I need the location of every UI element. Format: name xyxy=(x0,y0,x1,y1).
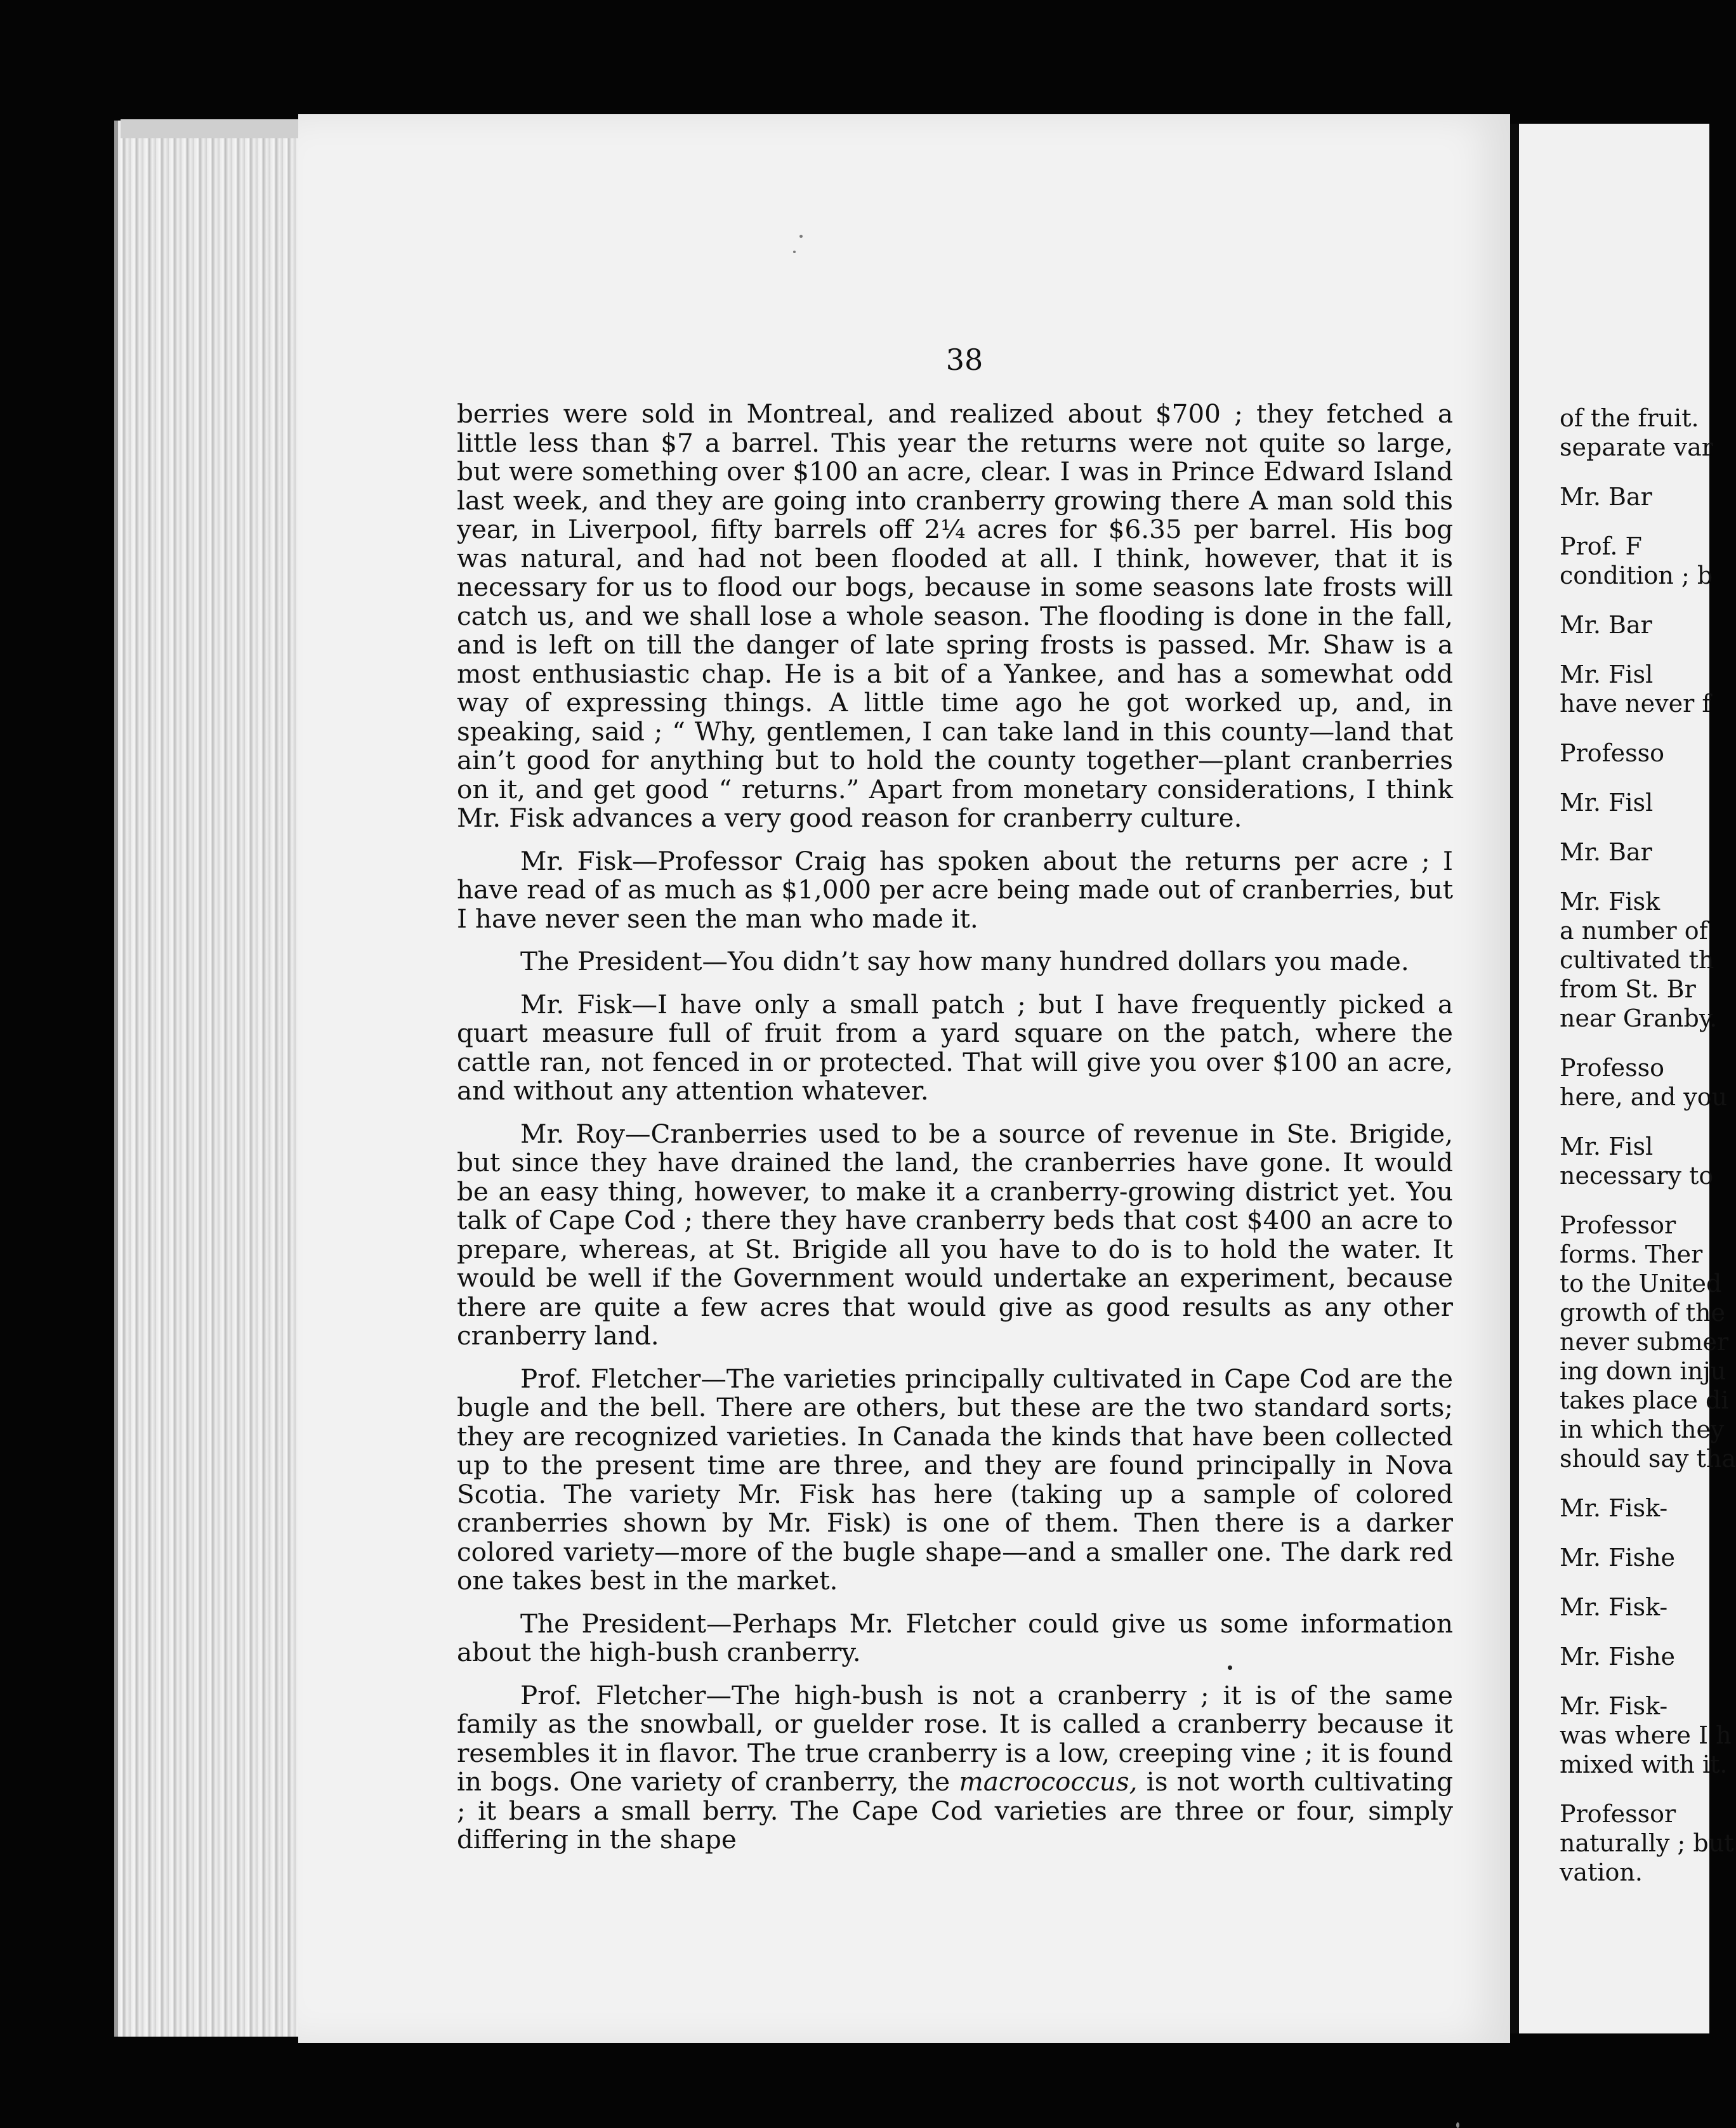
right-page-line: takes place di xyxy=(1560,1386,1729,1414)
right-page-line: near Granby. xyxy=(1560,1004,1718,1032)
right-page-line: naturally ; but xyxy=(1560,1829,1734,1857)
right-page-line: Mr. Bar xyxy=(1560,838,1652,866)
page-number: 38 xyxy=(945,343,983,377)
right-page-line: Professo xyxy=(1560,739,1665,767)
page-block-top xyxy=(121,119,311,138)
right-page-line: in which they xyxy=(1560,1415,1725,1443)
right-page-line: growth of the xyxy=(1560,1299,1725,1327)
right-page-line: Mr. Fisk xyxy=(1560,888,1660,916)
paragraph-president-dollars: The President—You didn’t say how many hundred dollars you made. xyxy=(520,946,1409,976)
paragraph-roy: Mr. Roy—Cranberries used to be a source of revenue in Ste. Brigide, but since they have drained the land, the cranberries have gone. It would be an easy thing, however, to make it a cranberry-growing district yet. You talk of Cape Cod ; there they have cranberry beds that cost $400 an acre to prepare, whereas, at St. Brigide all you have to do is to hold the water. It would be well if the Government would undertake an experiment, because there are quite a few acres that would give as good results as any other cranberry land. xyxy=(457,1118,1453,1351)
right-page-line: a number of xyxy=(1560,917,1708,945)
paragraph-fisk-returns: Mr. Fisk—Professor Craig has spoken about the returns per acre ; I have read of as much as $1,000 per acre being made out of cranberries, but I have never seen the man who made it. xyxy=(457,845,1453,934)
right-page-line: cultivated th xyxy=(1560,946,1714,974)
paragraph-continuation: berries were sold in Montreal, and realized about $700 ; they fetched a little less than $7 a barrel. This year the returns were not quite so large, but were something over $100 an acre, clear. I was in Prince Edward Island last week, and they are going into cranberry growing there A man sold this year, in Liverpool, fifty barrels off 2¼ acres for $6.35 per barrel. His bog was natural, and had not been flooded at all. I think, however, that it is necessary for us to flood our bogs, because in some seasons late frosts will catch us, and we shall lose a whole season. The flooding is done in the fall, and is left on till the danger of late spring frosts is passed. Mr. Shaw is a most enthusiastic chap. He is a bit of a Yankee, and has a somewhat odd way of expressing things. A little time ago he got worked up, and, in speaking, said ; “ Why, gentlemen, I can take land in this county—land that ain’t good for anything but to hold the county together—plant cranberries on it, and get good “ returns.” Apart from monetary considerations, I think Mr. Fisk advances a very good reason for cranberry culture. xyxy=(457,398,1453,833)
main-text-body xyxy=(457,400,1453,1869)
paragraph-fletcher-highbush xyxy=(457,1681,1453,1855)
paragraph-president-highbush: The President—Perhaps Mr. Fletcher could give us some information about the high-bush cranberry. xyxy=(457,1608,1453,1667)
italic-species-name: macrococcus, xyxy=(959,1766,1138,1797)
right-page-line: of the fruit. xyxy=(1560,404,1699,432)
speck xyxy=(1456,2122,1459,2128)
text-run: Prof. Fletcher—The high-bush is not a cranberry ; it is of the same family as the snowball, or guelder rose. It is called a cranberry because it resembles it in flavor. The true cranberry is a low, creeping vine ; it is found in bogs. One variety of cranberry, the xyxy=(457,1679,1453,1797)
right-page-line: Mr. Fisk- xyxy=(1560,1494,1668,1522)
right-page-line: was where I h xyxy=(1560,1721,1732,1749)
right-page-line: forms. Ther xyxy=(1560,1240,1703,1268)
right-page-line: Mr. Fisl xyxy=(1560,660,1654,688)
right-page-line: from St. Br xyxy=(1560,975,1696,1003)
right-page-line: never submer xyxy=(1560,1328,1729,1356)
text-run: is not worth cultivating ; it bears a small berry. The Cape Cod varieties are three or four, simply differing in the shape xyxy=(457,1766,1453,1855)
right-page-line: necessary to xyxy=(1560,1162,1714,1190)
speck xyxy=(1228,1665,1232,1670)
right-page-line: Mr. Bar xyxy=(1560,483,1652,511)
right-page-line: condition ; b xyxy=(1560,562,1713,589)
right-page-line: Professor xyxy=(1560,1800,1676,1828)
right-page-line: Prof. F xyxy=(1560,532,1642,560)
speck xyxy=(793,251,796,253)
right-page-line: Mr. Fishe xyxy=(1560,1643,1676,1671)
right-page-line: should say tha xyxy=(1560,1445,1736,1473)
right-page-line: Mr. Fisk- xyxy=(1560,1593,1668,1621)
speck xyxy=(799,235,803,238)
right-page-line: ing down inju xyxy=(1560,1357,1726,1385)
right-page-line: separate var xyxy=(1560,433,1713,461)
right-page-line: vation. xyxy=(1560,1858,1643,1886)
right-page-line: Mr. Fishe xyxy=(1560,1544,1676,1572)
right-page-line: Mr. Bar xyxy=(1560,611,1652,639)
right-page-line: Professo xyxy=(1560,1054,1665,1082)
right-page-line: Mr. Fisl xyxy=(1560,1133,1654,1160)
right-page-line: mixed with it. xyxy=(1560,1750,1728,1778)
paragraph-fletcher-varieties: Prof. Fletcher—The varieties principally cultivated in Cape Cod are the bugle and the bell. There are others, but these are the two standard sorts; they are recognized varieties. In Canada the kinds that have been collected up to the present time are three, and they are found principally in Nova Scotia. The variety Mr. Fisk has here (taking up a sample of colored cranberries shown by Mr. Fisk) is one of them. Then there is a darker colored variety—more of the bugle shape—and a smaller one. The dark red one takes best in the market. xyxy=(457,1363,1453,1596)
right-page-text xyxy=(1560,404,1736,1887)
page-block-edge xyxy=(114,121,327,2037)
right-page-line: Mr. Fisl xyxy=(1560,789,1654,817)
paragraph-fisk-patch: Mr. Fisk—I have only a small patch ; but I have frequently picked a quart measure full of fruit from a yard square on the patch, where the cattle ran, not fenced in or protected. That will give you over $100 an acre, and without any attention whatever. xyxy=(457,988,1453,1106)
right-page-line: to the United xyxy=(1560,1270,1722,1297)
right-page-line: here, and you xyxy=(1560,1083,1728,1111)
right-page-line: have never f xyxy=(1560,690,1711,718)
right-page-line: Professor xyxy=(1560,1211,1676,1239)
right-page-line: Mr. Fisk- xyxy=(1560,1692,1668,1720)
